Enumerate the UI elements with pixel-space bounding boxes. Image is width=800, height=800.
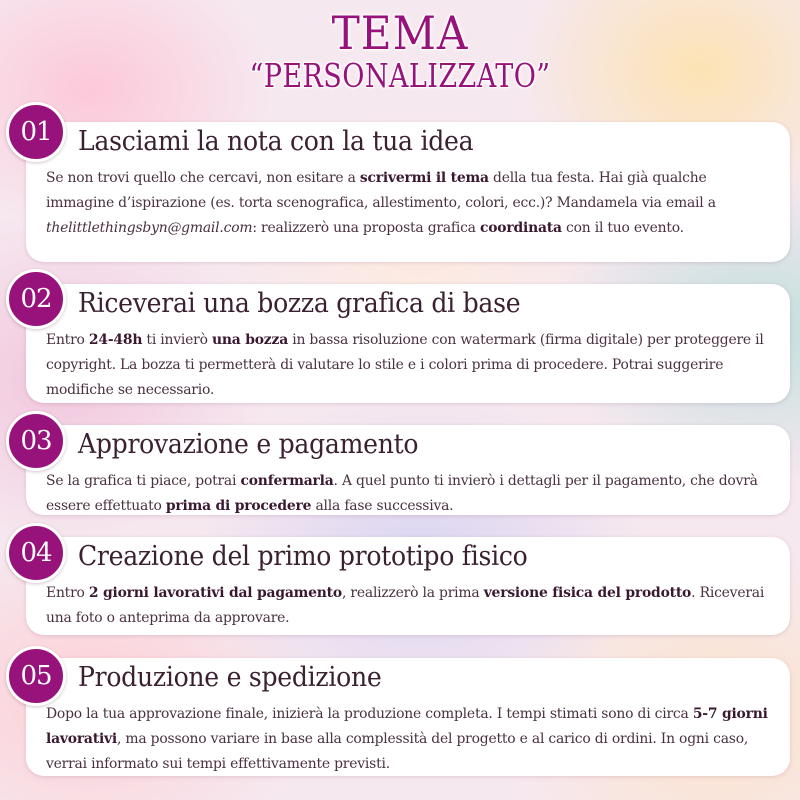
step-card-1 (26, 122, 790, 262)
body-text: Entro (46, 585, 89, 601)
emphasis-text: scrivermi il tema (359, 170, 489, 186)
step-heading: Riceverai una bozza grafica di base (78, 288, 521, 319)
body-text: Entro (46, 332, 89, 348)
emphasis-text: 2 giorni lavorativi dal pagamento (88, 585, 342, 601)
email-text: thelittlethingsbyn@gmail.com (46, 220, 253, 236)
body-text: in bassa risoluzione con watermark (firma digitale) per proteggere il copyright. La bozza ti permetterà di valutare lo stile e i colori prima di procedere. Potrai suggerire modifiche se necessario. (46, 332, 764, 398)
body-text: , realizzerò la prima (341, 585, 484, 601)
step-heading: Creazione del primo prototipo fisico (78, 541, 528, 572)
step-card-4 (26, 537, 790, 635)
step-heading: Lasciami la nota con la tua idea (78, 126, 474, 157)
step-number-badge: 01 (6, 102, 66, 162)
body-text: Se non trovi quello che cercavi, non esitare a (46, 170, 360, 186)
body-text: : realizzerò una proposta grafica (252, 220, 480, 236)
emphasis-text: 24-48h (88, 332, 143, 348)
body-text: . A quel punto ti invierò i dettagli per il pagamento, che dovrà essere effettuato (46, 473, 758, 514)
page-subtitle: “PERSONALIZZATO” (249, 56, 551, 95)
body-text: con il tuo evento. (561, 220, 684, 236)
emphasis-text: prima di procedere (165, 498, 312, 514)
emphasis-text: 5-7 giorni lavorativi (46, 706, 768, 747)
body-text: alla fase successiva. (311, 498, 454, 514)
body-text: della tua festa. Hai già qualche immagine d’ispirazione (es. torta scenografica, allestimento, colori, ecc.)? Mandamela via email a (46, 170, 716, 211)
step-body (46, 328, 776, 403)
step-body (46, 166, 776, 241)
body-text: ti invierò (142, 332, 212, 348)
step-heading: Produzione e spedizione (78, 662, 382, 693)
body-text: Dopo la tua approvazione finale, inizierà la produzione completa. I tempi stimati sono di circa (46, 706, 693, 722)
step-number-badge: 05 (6, 646, 66, 706)
emphasis-text: coordinata (479, 220, 562, 236)
emphasis-text: confermarla (240, 473, 334, 489)
step-number-badge: 03 (6, 411, 66, 471)
step-number-badge: 04 (6, 523, 66, 583)
step-card-2 (26, 284, 790, 403)
step-card-5 (26, 658, 790, 776)
body-text: , ma possono variare in base alla complessità del progetto e al carico di ordini. In ogni caso, verrai informato sui tempi effettivamente previsti. (46, 731, 749, 772)
step-heading: Approvazione e pagamento (78, 429, 419, 460)
step-body (46, 581, 776, 631)
step-body (46, 702, 776, 777)
page-title: TEMA (331, 6, 469, 60)
body-text: . Riceverai una foto o anteprima da approvare. (46, 585, 765, 626)
step-body (46, 469, 776, 519)
body-text: Se la grafica ti piace, potrai (46, 473, 241, 489)
emphasis-text: una bozza (212, 332, 288, 348)
emphasis-text: versione fisica del prodotto (483, 585, 692, 601)
step-number-badge: 02 (6, 269, 66, 329)
step-card-3 (26, 425, 790, 515)
